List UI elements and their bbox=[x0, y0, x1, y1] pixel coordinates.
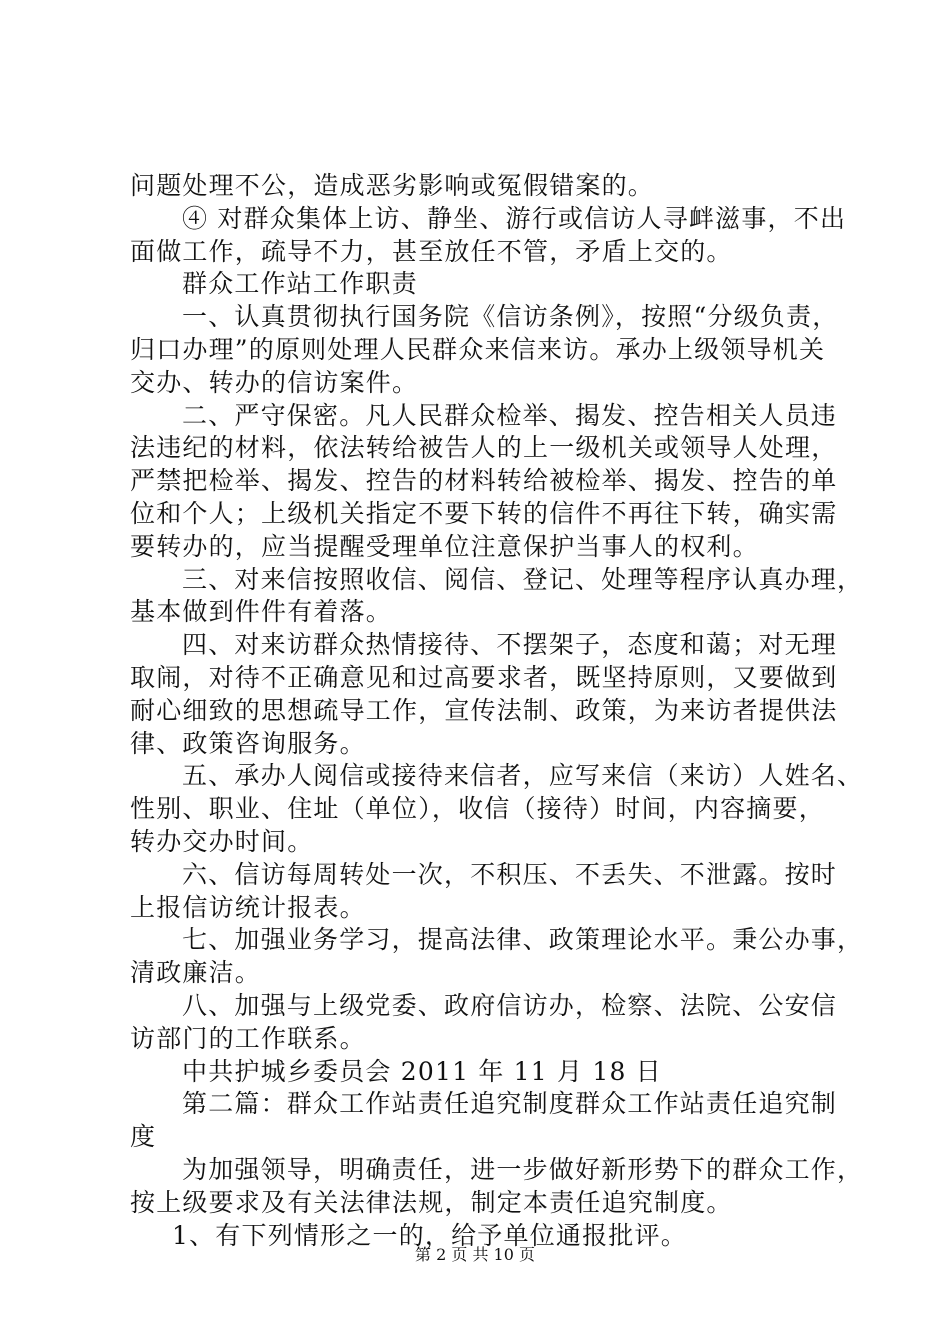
signature-date-line: 中共护城乡委员会 2011 年 11 月 18 日 bbox=[182, 1056, 662, 1086]
chapter-title-continued: 度 bbox=[130, 1122, 157, 1152]
text-line: 性别、职业、住址（单位），收信（接待）时间，内容摘要， bbox=[130, 794, 825, 824]
text-line: 1、有下列情形之一的，给予单位通报批评。 bbox=[172, 1220, 687, 1250]
text-line: 二、严守保密。凡人民群众检举、揭发、控告相关人员违 bbox=[182, 400, 838, 430]
document-body bbox=[130, 170, 864, 1252]
chapter-title: 第二篇：群众工作站责任追究制度群众工作站责任追究制 bbox=[182, 1089, 838, 1119]
text-line: 要转办的，应当提醒受理单位注意保护当事人的权利。 bbox=[130, 531, 759, 561]
text-line: 转办交办时间。 bbox=[130, 826, 314, 856]
page-number-footer: 第 2 页 共 10 页 bbox=[415, 1245, 535, 1264]
text-line: 位和个人；上级机关指定不要下转的信件不再往下转，确实需 bbox=[130, 498, 838, 528]
text-line: 为加强领导，明确责任，进一步做好新形势下的群众工作， bbox=[182, 1154, 864, 1184]
text-line: 律、政策咨询服务。 bbox=[130, 728, 366, 758]
text-line: 一、认真贯彻执行国务院《信访条例》，按照“分级负责， bbox=[182, 302, 839, 332]
text-line: 面做工作，疏导不力，甚至放任不管，矛盾上交的。 bbox=[130, 236, 733, 266]
text-line: 交办、转办的信访案件。 bbox=[130, 367, 419, 397]
text-line: 五、承办人阅信或接待来信者，应写来信（来访）人姓名、 bbox=[182, 761, 864, 791]
text-line: 按上级要求及有关法律法规，制定本责任追究制度。 bbox=[130, 1187, 733, 1217]
text-line: ④ 对群众集体上访、静坐、游行或信访人寻衅滋事，不出 bbox=[182, 203, 847, 233]
text-line: 三、对来信按照收信、阅信、登记、处理等程序认真办理， bbox=[182, 564, 864, 594]
text-line: 清政廉洁。 bbox=[130, 958, 262, 988]
text-line: 四、对来访群众热情接待、不摆架子，态度和蔼；对无理 bbox=[182, 630, 838, 660]
text-line: 访部门的工作联系。 bbox=[130, 1023, 366, 1053]
text-line: 基本做到件件有着落。 bbox=[130, 597, 393, 627]
text-line: 归口办理”的原则处理人民群众来信来访。承办上级领导机关 bbox=[130, 334, 826, 364]
text-line: 八、加强与上级党委、政府信访办，检察、法院、公安信 bbox=[182, 990, 838, 1020]
text-line: 耐心细致的思想疏导工作，宣传法制、政策，为来访者提供法 bbox=[130, 695, 838, 725]
text-line: 严禁把检举、揭发、控告的材料转给被检举、揭发、控告的单 bbox=[130, 466, 838, 496]
text-line: 问题处理不公，造成恶劣影响或冤假错案的。 bbox=[130, 171, 655, 200]
text-line: 法违纪的材料，依法转给被告人的上一级机关或领导人处理， bbox=[130, 433, 838, 463]
text-line: 取闹，对待不正确意见和过高要求者，既坚持原则，又要做到 bbox=[130, 662, 838, 692]
text-line: 上报信访统计报表。 bbox=[130, 892, 366, 922]
section-heading: 群众工作站工作职责 bbox=[182, 269, 418, 299]
text-line: 七、加强业务学习，提高法律、政策理论水平。秉公办事， bbox=[182, 925, 864, 955]
text-line: 六、信访每周转处一次，不积压、不丢失、不泄露。按时 bbox=[182, 859, 838, 889]
